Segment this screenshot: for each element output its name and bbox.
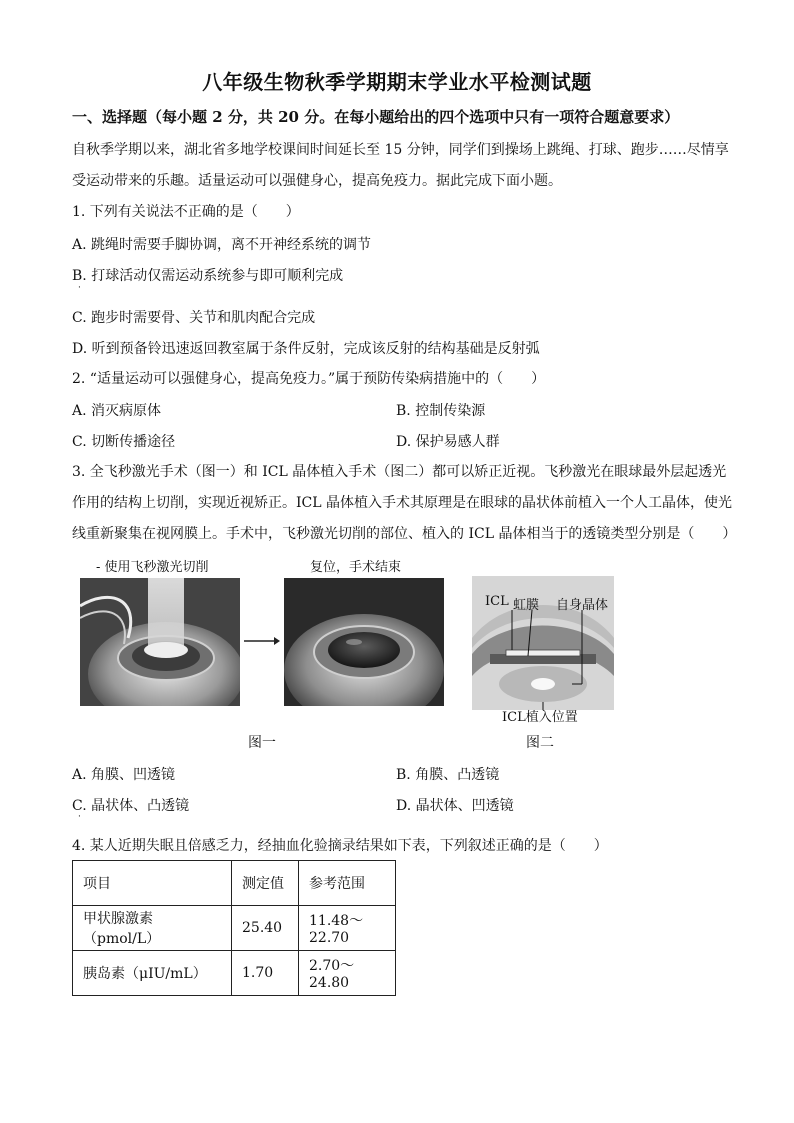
fig1-right-label: 复位，手术结束: [310, 560, 402, 575]
arrow-right-icon: [244, 632, 280, 644]
intro-line-2: 受运动带来的乐趣。适量运动可以强健身心，提高免疫力。据此完成下面小题。: [72, 173, 562, 189]
q2-option-b: B. 控制传染源: [396, 403, 486, 419]
lab-results-table: [72, 860, 396, 996]
q3-option-a: A. 角膜、凹透镜: [72, 767, 176, 783]
fig2-iris-label: 虹膜: [513, 598, 540, 613]
q2-option-d: D. 保护易感人群: [396, 434, 500, 450]
q1-option-b: B. 打球活动仅需运动系统参与即可顺利完成: [72, 268, 344, 284]
table-header-range: 参考范围: [299, 861, 396, 906]
eye-laser-cutting-image: [80, 578, 240, 706]
fig1-caption: 图一: [248, 735, 276, 751]
section-heading: 一、选择题（每小题 2 分，共 20 分。在每小题给出的四个选项中只有一项符合题意要求）: [72, 108, 680, 126]
intro-line-1: 自秋季学期以来，湖北省多地学校课间时间延长至 15 分钟，同学们到操场上跳绳、打球、跑步……尽情享: [72, 142, 729, 158]
q3-option-d: D. 晶状体、凹透镜: [396, 798, 514, 814]
q1-option-c: C. 跑步时需要骨、关节和肌肉配合完成: [72, 310, 316, 326]
q1-stem: 1. 下列有关说法不正确的是（ ）: [72, 204, 300, 220]
q3-line-2: 作用的结构上切削，实现近视矫正。ICL 晶体植入手术其原理是在眼球的晶状体前植入一个人工晶体，使光: [72, 495, 732, 511]
stray-dot: ·: [78, 283, 81, 293]
q4-stem: 4. 某人近期失眠且倍感乏力，经抽血化验摘录结果如下表，下列叙述正确的是（ ）: [72, 838, 608, 854]
stray-dot: ·: [78, 812, 81, 822]
page-title: 八年级生物秋季学期期末学业水平检测试题: [202, 70, 592, 94]
q1-option-d: D. 听到预备铃迅速返回教室属于条件反射，完成该反射的结构基础是反射弧: [72, 341, 540, 357]
table-row: [73, 951, 396, 996]
eye-restored-image: [284, 578, 444, 706]
table-cell-value: 25.40: [232, 906, 299, 951]
table-cell-item: 胰岛素（μIU/mL）: [73, 951, 232, 996]
fig1-left-label: - 使用飞秒激光切削: [96, 560, 209, 575]
q1-option-a: A. 跳绳时需要手脚协调，离不开神经系统的调节: [72, 237, 372, 253]
table-header-item: 项目: [73, 861, 232, 906]
table-cell-item: 甲状腺激素（pmol/L）: [73, 906, 232, 951]
q3-line-1: 3. 全飞秒激光手术（图一）和 ICL 晶体植入手术（图二）都可以矫正近视。飞秒激光在眼球最外层起透光: [72, 464, 727, 480]
fig2-position-label: ICL植入位置: [502, 710, 578, 725]
q3-option-b: B. 角膜、凸透镜: [396, 767, 500, 783]
table-row: [73, 906, 396, 951]
fig2-icl-label: ICL: [485, 594, 509, 609]
fig2-caption: 图二: [526, 735, 554, 751]
table-header-row: [73, 861, 396, 906]
table-cell-value: 1.70: [232, 951, 299, 996]
table-cell-range: 11.48～22.70: [299, 906, 396, 951]
table-header-value: 测定值: [232, 861, 299, 906]
q2-option-a: A. 消灭病原体: [72, 403, 162, 419]
fig2-lens-label: 自身晶体: [556, 598, 609, 613]
q2-option-c: C. 切断传播途径: [72, 434, 176, 450]
q2-stem: 2. “适量运动可以强健身心，提高免疫力。”属于预防传染病措施中的（ ）: [72, 371, 546, 387]
q3-line-3: 线重新聚集在视网膜上。手术中，飞秒激光切削的部位、植入的 ICL 晶体相当于的透镜类型分别是（ ）: [72, 526, 737, 542]
q3-option-c: C. 晶状体、凸透镜: [72, 798, 190, 814]
dash-marker: -: [96, 560, 105, 575]
table-cell-range: 2.70～24.80: [299, 951, 396, 996]
